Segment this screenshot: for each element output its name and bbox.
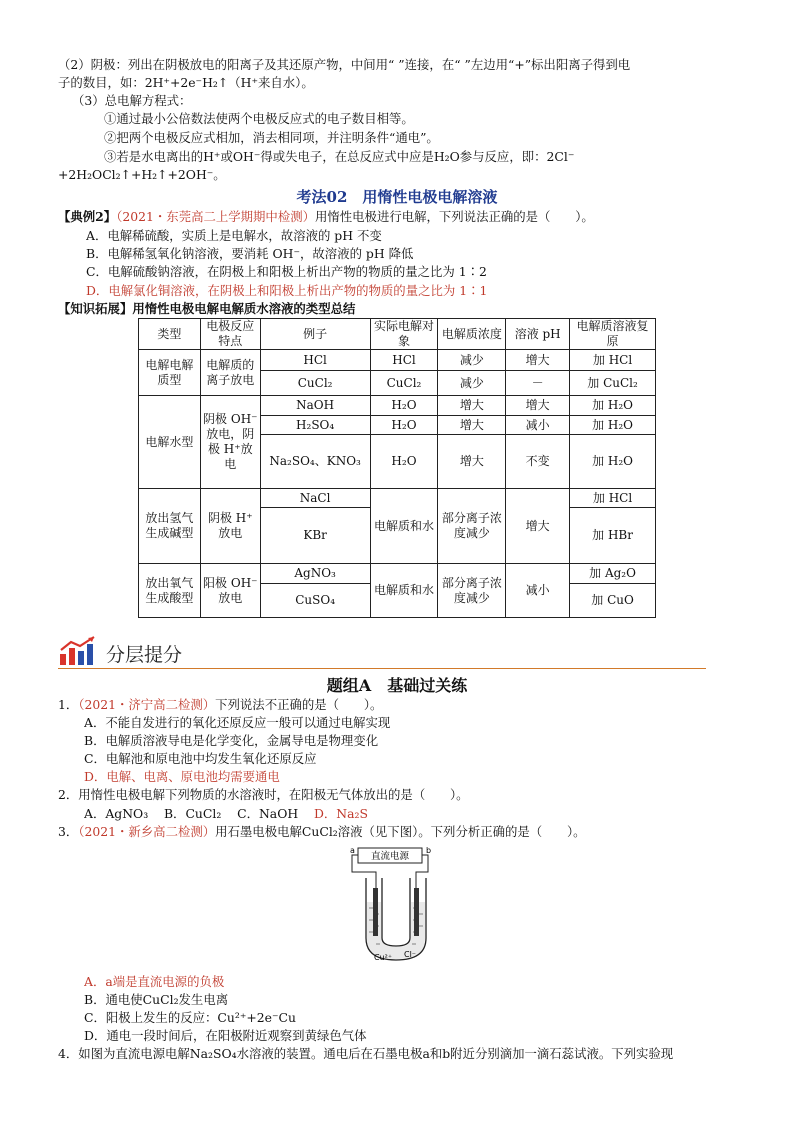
q3-source: （2021・新乡高二检测） — [78, 824, 216, 839]
bar-chart-icon — [58, 636, 98, 666]
intro-line-1: （2）阴极：列出在阴极放电的阳离子及其还原产物，中间用“ ”连接，在“ ”左边用“+”标出阳离子得到电 — [58, 57, 631, 72]
example-option-d: D．电解氯化铜溶液，在阴极上和阳极上析出产物的物质的量之比为 1∶1 — [86, 283, 488, 298]
cell-object: H₂O — [370, 396, 438, 416]
intro-line-3: （3）总电解方程式： — [72, 93, 192, 108]
cell-ph: 减小 — [506, 564, 570, 618]
cell-restore: 加 HCl — [570, 350, 656, 371]
intro-line-7: +2H₂OCl₂↑+H₂↑+2OH⁻。 — [58, 167, 226, 182]
cell-restore: 加 HCl — [570, 489, 656, 508]
q1-option-c: C．电解池和原电池中均发生氧化还原反应 — [84, 751, 317, 766]
th-conc: 电解质浓度 — [438, 319, 506, 350]
intro-line-6: ③若是水电离出的H⁺或OH⁻得或失电子，在总反应式中应是H₂O参与反应，即：2Cl⁻ — [104, 149, 575, 164]
cell-conc: 增大 — [438, 396, 506, 416]
cell-feature: 电解质的离子放电 — [200, 350, 260, 396]
section-title: 考法02 用惰性电极电解溶液 — [296, 188, 498, 206]
example-tag: 【典例2】 — [58, 209, 117, 224]
th-feature: 电极反应特点 — [200, 319, 260, 350]
table-row — [139, 350, 656, 371]
q2-option-c: C．NaOH — [237, 806, 299, 821]
u-tube-inner — [382, 878, 410, 946]
th-type: 类型 — [139, 319, 201, 350]
cell-object: HCl — [370, 350, 438, 371]
group-title: 题组A 基础过关练 — [326, 676, 468, 695]
cell-conc: 部分离子浓度减少 — [438, 489, 506, 564]
cell-conc: 增大 — [438, 435, 506, 489]
q1-option-d: D．电解、电离、原电池均需要通电 — [84, 769, 280, 784]
cell-conc: 增大 — [438, 416, 506, 435]
cell-example: KBr — [260, 508, 370, 564]
cell-ph: 增大 — [506, 396, 570, 416]
cell-restore: 加 H₂O — [570, 416, 656, 435]
cell-feature: 阴极 OH⁻放电，阴极 H⁺放电 — [200, 396, 260, 489]
q2-option-b: B．CuCl₂ — [163, 806, 222, 821]
cell-restore: 加 CuO — [570, 584, 656, 618]
cell-example: HCl — [260, 350, 370, 371]
terminal-b-label: b — [426, 846, 432, 855]
left-ion-label: Cu²⁺ — [374, 953, 393, 962]
section-banner — [58, 636, 706, 669]
intro-line-4: ①通过最小公倍数法使两个电极反应式的电子数目相等。 — [104, 111, 414, 126]
q3-stem — [58, 823, 754, 841]
cell-conc: 减少 — [438, 371, 506, 396]
cell-conc: 减少 — [438, 350, 506, 371]
cell-restore: 加 CuCl₂ — [570, 371, 656, 396]
cell-object: 电解质和水 — [370, 564, 438, 618]
intro-line-5: ②把两个电极反应式相加，消去相同项，并注明条件“通电”。 — [104, 130, 439, 145]
q1-stem — [58, 696, 754, 714]
q1-num: 1． — [58, 697, 79, 712]
example-option-a: A．电解稀硫酸，实质上是电解水，故溶液的 pH 不变 — [86, 228, 382, 243]
table-row — [139, 489, 656, 508]
cell-example: CuSO₄ — [260, 584, 370, 618]
cell-restore: 加 HBr — [570, 508, 656, 564]
cell-example: Na₂SO₄、KNO₃ — [260, 435, 370, 489]
cell-object: H₂O — [370, 435, 438, 489]
left-electrode — [373, 888, 378, 936]
q3-option-c: C．阳极上发生的反应：Cu²⁺+2e⁻Cu — [84, 1010, 296, 1025]
q3-option-d: D．通电一段时间后，在阳极附近观察到黄绿色气体 — [84, 1028, 367, 1043]
cell-type: 电解电解质型 — [139, 350, 201, 396]
q4-stem: 4．如图为直流电源电解Na₂SO₄水溶液的装置。通电后在石墨电极a和b附近分别滴加一滴石蕊试液。下列实验现 — [58, 1046, 674, 1061]
th-restore: 电解质溶液复原 — [570, 319, 656, 350]
table-row — [139, 396, 656, 416]
q3-stem-text: 用石墨电极电解CuCl₂溶液（见下图）。下列分析正确的是（ ）。 — [215, 824, 586, 839]
cell-ph: 增大 — [506, 350, 570, 371]
example-option-b: B．电解稀氢氧化钠溶液，要消耗 OH⁻，故溶液的 pH 降低 — [86, 246, 414, 261]
cell-feature: 阳极 OH⁻放电 — [200, 564, 260, 618]
terminal-a-label: a — [350, 846, 355, 855]
electrolysis-diagram — [346, 842, 456, 972]
cell-restore: 加 H₂O — [570, 396, 656, 416]
th-ph: 溶液 pH — [506, 319, 570, 350]
cell-conc: 部分离子浓度减少 — [438, 564, 506, 618]
q2-stem: 2．用惰性电极电解下列物质的水溶液时，在阳极无气体放出的是（ ）。 — [58, 787, 469, 802]
q3-option-b: B．通电使CuCl₂发生电离 — [84, 992, 229, 1007]
cell-example: CuCl₂ — [260, 371, 370, 396]
cell-example: NaOH — [260, 396, 370, 416]
q2-option-d: D．Na₂S — [313, 806, 368, 821]
q3-option-a: A．a端是直流电源的负极 — [84, 974, 225, 989]
cell-restore: 加 Ag₂O — [570, 564, 656, 584]
q1-option-b: B．电解质溶液导电是化学变化，金属导电是物理变化 — [84, 733, 379, 748]
cell-ph: 不变 — [506, 435, 570, 489]
q1-option-a: A．不能自发进行的氧化还原反应一般可以通过电解实现 — [84, 715, 391, 730]
cell-type: 放出氧气生成酸型 — [139, 564, 201, 618]
table-row — [139, 564, 656, 584]
th-object: 实际电解对象 — [370, 319, 438, 350]
th-example: 例子 — [260, 319, 370, 350]
intro-line-2: 子的数目，如：2H⁺+2e⁻H₂↑（H⁺来自水）。 — [58, 75, 314, 90]
example-stem — [58, 208, 754, 226]
right-ion-label: Cl⁻ — [404, 950, 417, 959]
cell-example: H₂SO₄ — [260, 416, 370, 435]
power-supply-label: 直流电源 — [370, 851, 410, 862]
cell-example: AgNO₃ — [260, 564, 370, 584]
cell-ph: － — [506, 371, 570, 396]
cell-type: 放出氢气生成碱型 — [139, 489, 201, 564]
example-option-c: C．电解硫酸钠溶液，在阴极上和阳极上析出产物的物质的量之比为 1∶2 — [86, 264, 487, 279]
right-electrode — [414, 888, 419, 936]
q2-options — [84, 805, 754, 823]
example-source: （2021・东莞高二上学期期中检测） — [116, 209, 315, 224]
cell-object: 电解质和水 — [370, 489, 438, 564]
example-stem-text: 用惰性电极进行电解，下列说法正确的是（ ）。 — [315, 209, 594, 224]
q2-option-a: A．AgNO₃ — [84, 806, 149, 821]
cell-restore: 加 H₂O — [570, 435, 656, 489]
cell-object: H₂O — [370, 416, 438, 435]
q1-source: （2021・济宁高二检测） — [78, 697, 216, 712]
q1-stem-text: 下列说法不正确的是（ ）。 — [215, 697, 383, 712]
cell-example: NaCl — [260, 489, 370, 508]
cell-feature: 阴极 H⁺放电 — [200, 489, 260, 564]
q3-num: 3． — [58, 824, 79, 839]
cell-type: 电解水型 — [139, 396, 201, 489]
table-header-row — [139, 319, 656, 350]
cell-ph: 增大 — [506, 489, 570, 564]
electrolysis-summary-table — [138, 318, 656, 618]
cell-ph: 减小 — [506, 416, 570, 435]
banner-title: 分层提分 — [106, 644, 183, 666]
cell-object: CuCl₂ — [370, 371, 438, 396]
knowledge-title: 【知识拓展】用惰性电极电解电解质水溶液的类型总结 — [58, 301, 356, 316]
